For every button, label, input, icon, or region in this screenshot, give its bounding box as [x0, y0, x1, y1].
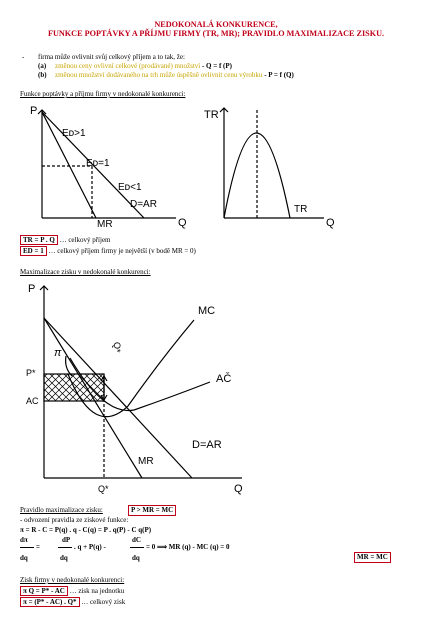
mc-curve — [68, 320, 194, 417]
formula1-line — [20, 236, 111, 245]
intro-a-formula: - Q = f (P) — [201, 62, 232, 70]
num-dp: dP — [62, 536, 71, 544]
graph1-x-label: Q — [178, 217, 187, 229]
ed-one-label: Eᴅ=1 — [86, 158, 110, 169]
num-dc: dC — [132, 536, 141, 544]
derivation-intro: - odvození pravidla ze ziskové funkce: — [20, 516, 129, 524]
intro-text: firma může ovlivnit svůj celkový příjem a to tak, že: — [38, 53, 185, 61]
intro-b-label: (b) — [38, 71, 47, 79]
profit-total-box: π = (P* - AC) . Q* — [20, 597, 80, 607]
intro-b-line — [55, 71, 294, 80]
profit-unit-line — [20, 587, 124, 596]
section1-heading: Funkce poptávky a příjmu firmy v nedokonalé konkurenci: — [20, 90, 186, 98]
section2-heading: Maximalizace zisku v nedokonalé konkurenci: — [20, 268, 151, 276]
derivation-line1: π = R - C = P(q) . q - C(q) = P . q(P) - C q(P) — [20, 526, 152, 534]
graph2-x-label: Q — [326, 217, 335, 229]
den-dq1: dq — [20, 554, 28, 562]
frac-bar-3 — [130, 547, 144, 548]
profit-total-text: … celkový zisk — [81, 598, 126, 606]
rule-heading: Pravidlo maximalizace zisku: — [20, 506, 103, 514]
formula2-text: … celkový příjem firmy je největší (v bodě MR = 0) — [48, 247, 196, 255]
mr-curve-label: MR — [138, 456, 154, 467]
ac-label: AČ — [216, 373, 232, 385]
den-dq3: dq — [132, 554, 140, 562]
intro-bullet: - — [22, 53, 25, 61]
q-star-label: Q* — [98, 484, 109, 494]
line2-eq: = — [36, 543, 40, 551]
ed-low-label: Eᴅ<1 — [118, 182, 142, 193]
frac-bar-2 — [58, 547, 72, 548]
profit-unit-box: π Q = P* - AC — [20, 586, 68, 596]
page-title-line2: FUNKCE POPTÁVKY A PŘÍJMU FIRMY (TR, MR); PRAVIDLO MAXIMALIZACE ZISKU. — [47, 29, 385, 38]
formula1-text: … celkový příjem — [59, 236, 111, 244]
ed-high-label: Eᴅ>1 — [62, 128, 86, 139]
demand-ar-label: D=AR — [192, 439, 222, 451]
formula1-box: TR = P . Q — [20, 235, 58, 245]
demand-mr-graph — [26, 100, 198, 232]
graph3-x-label: Q — [234, 483, 243, 495]
intro-a-line — [55, 62, 232, 71]
mr-label: MR — [97, 219, 113, 230]
p-star-label: P* — [26, 368, 36, 378]
frac-bar-1 — [20, 547, 34, 548]
formula2-box: ED = 1 — [20, 246, 47, 256]
intro-a-label: (a) — [38, 62, 47, 70]
formula2-line — [20, 247, 196, 256]
demand-label: D=AR — [130, 199, 157, 210]
tr-curve-label: TR — [294, 204, 308, 215]
profit-max-graph — [24, 278, 254, 500]
result-box: MR = MC — [354, 552, 391, 563]
den-dq2: dq — [60, 554, 68, 562]
line2-mid: . q + P(q) - — [74, 543, 106, 551]
graph2-y-label: TR — [204, 109, 219, 121]
num-dpi: dπ — [20, 536, 28, 544]
intro-a-text: změnou ceny ovlivní celkové (prodávané) množství — [55, 62, 201, 70]
line2-end: = 0 ⟹ MR (q) - MC (q) = 0 — [146, 543, 230, 551]
quantity-rotated-label: Q* — [112, 342, 122, 353]
ac-tick-label: AC — [26, 396, 39, 406]
pi-label: π — [54, 347, 62, 359]
tr-graph — [198, 100, 338, 232]
rule-box: P > MR = MC — [128, 505, 176, 516]
mc-label: MC — [198, 305, 216, 317]
profit-unit-text: … zisk na jednotku — [69, 587, 125, 595]
graph1-y-label: P — [30, 105, 38, 117]
section3-heading: Zisk firmy v nedokonalé konkurenci: — [20, 576, 125, 584]
page-title-line1: NEDOKONALÁ KONKURENCE, — [154, 20, 278, 29]
intro-b-text: změnou množství dodávaného na trh může úspěšně ovlivnit cenu výrobku — [55, 71, 263, 79]
graph3-y-label: P — [28, 283, 36, 295]
profit-total-line — [20, 598, 125, 607]
intro-b-formula: - P = f (Q) — [264, 71, 294, 79]
